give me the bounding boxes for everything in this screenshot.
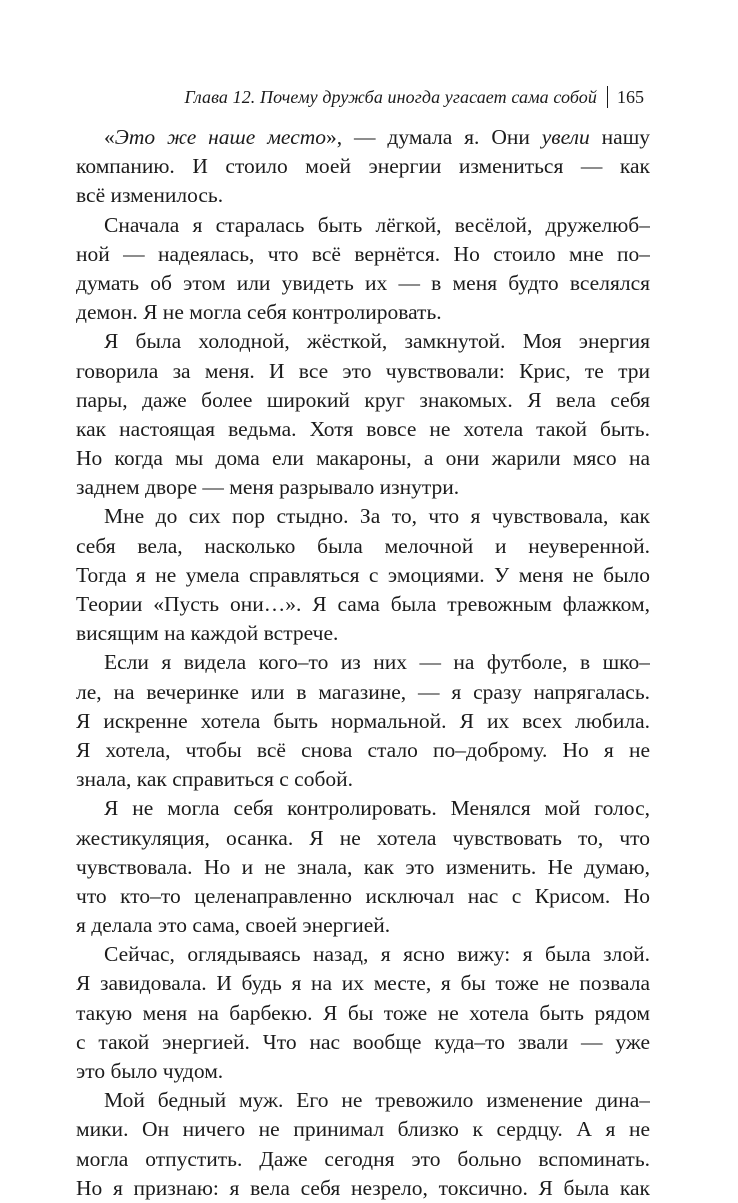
text-line: Я была холодной, жёсткой, замкнутой. Моя энергия — [104, 329, 650, 354]
text-line: Сейчас, оглядываясь назад, я ясно вижу: я была злой. — [104, 942, 650, 967]
paragraph-5 — [76, 648, 650, 794]
text-line: что кто–то целенаправленно исключал нас с Крисом. Но — [76, 883, 650, 908]
running-header — [184, 86, 644, 108]
text-line: могла отпустить. Даже сегодня это больно вспоминать. — [76, 1146, 650, 1171]
paragraph-1 — [76, 123, 650, 211]
paragraph-4 — [76, 502, 650, 648]
text-line: Тогда я не умела справляться с эмоциями. У меня не было — [76, 562, 650, 587]
paragraph-7 — [76, 940, 650, 1086]
text-line: всё изменилось. — [76, 183, 224, 208]
text-line: я делала это сама, своей энергией. — [76, 913, 391, 938]
text-line: Сначала я старалась быть лёгкой, весёлой, дружелюб– — [104, 212, 650, 237]
paragraph-2 — [76, 211, 650, 328]
italic-word: увели — [541, 125, 590, 149]
italic-phrase: Это же наше место — [114, 125, 327, 149]
paragraph-3 — [76, 327, 650, 502]
text-line: демон. Я не могла себя контролировать. — [76, 300, 442, 325]
text-line: ле, на вечеринке или в магазине, — я сразу напрягалась. — [76, 679, 650, 704]
paragraph-6 — [76, 794, 650, 940]
text-line: знала, как справиться с собой. — [76, 767, 354, 792]
text-line: Я не могла себя контролировать. Менялся мой голос, — [104, 796, 650, 821]
text-line: Мне до сих пор стыдно. За то, что я чувствовала, как — [104, 504, 650, 529]
text-line: такую меня на барбекю. Я бы тоже не хотела быть рядом — [76, 1000, 650, 1025]
text-line: думать об этом или увидеть их — в меня будто вселялся — [76, 270, 650, 295]
text-line: с такой энергией. Что нас вообще куда–то звали — уже — [76, 1029, 650, 1054]
text-line: мики. Он ничего не принимал близко к сердцу. А я не — [76, 1117, 650, 1142]
paragraph-8 — [76, 1086, 650, 1203]
text-line: как настоящая ведьма. Хотя вовсе не хотела такой быть. — [76, 416, 650, 441]
text-line: Я завидовала. И будь я на их месте, я бы тоже не позвала — [76, 971, 650, 996]
text-line: говорила за меня. И все это чувствовали: Крис, те три — [76, 358, 650, 383]
text-line: Но когда мы дома ели макароны, а они жарили мясо на — [76, 446, 650, 471]
text-line: заднем дворе — меня разрывало изнутри. — [76, 475, 460, 500]
text-line: ной — надеялась, что всё вернётся. Но стоило мне по– — [76, 241, 650, 266]
text-line: себя вела, насколько была мелочной и неуверенной. — [76, 533, 650, 558]
text-line: компанию. И стоило моей энергии измениться — как — [76, 154, 650, 179]
text-line: это было чудом. — [76, 1059, 224, 1083]
text-line — [76, 123, 650, 152]
text-line: Теории «Пусть они…». Я сама была тревожным флажком, — [76, 592, 650, 616]
text-line: Я искренне хотела быть нормальной. Я их всех любила. — [76, 708, 650, 733]
page-number: 165 — [617, 87, 644, 107]
text-run: нашу — [589, 125, 650, 149]
open-quote: « — [104, 125, 115, 149]
text-run: », — думала я. Они — [326, 125, 542, 149]
text-line: висящим на каждой встрече. — [76, 621, 339, 646]
text-line: Но я признаю: я вела себя незрело, токсично. Я была как — [76, 1175, 650, 1200]
text-line: чувствовала. Но и не знала, как это изменить. Не думаю, — [76, 854, 650, 879]
header-divider — [607, 86, 608, 108]
text-line: Мой бедный муж. Его не тревожило изменение дина– — [104, 1088, 650, 1113]
body-text — [76, 123, 650, 1203]
text-line: Я хотела, чтобы всё снова стало по–доброму. Но я не — [76, 737, 650, 762]
text-line: Если я видела кого–то из них — на футболе, в шко– — [104, 650, 650, 675]
text-line: жестикуляция, осанка. Я не хотела чувствовать то, что — [76, 825, 650, 850]
text-line: пары, даже более широкий круг знакомых. Я вела себя — [76, 387, 650, 412]
chapter-title: Глава 12. Почему дружба иногда угасает сама собой — [184, 87, 597, 107]
